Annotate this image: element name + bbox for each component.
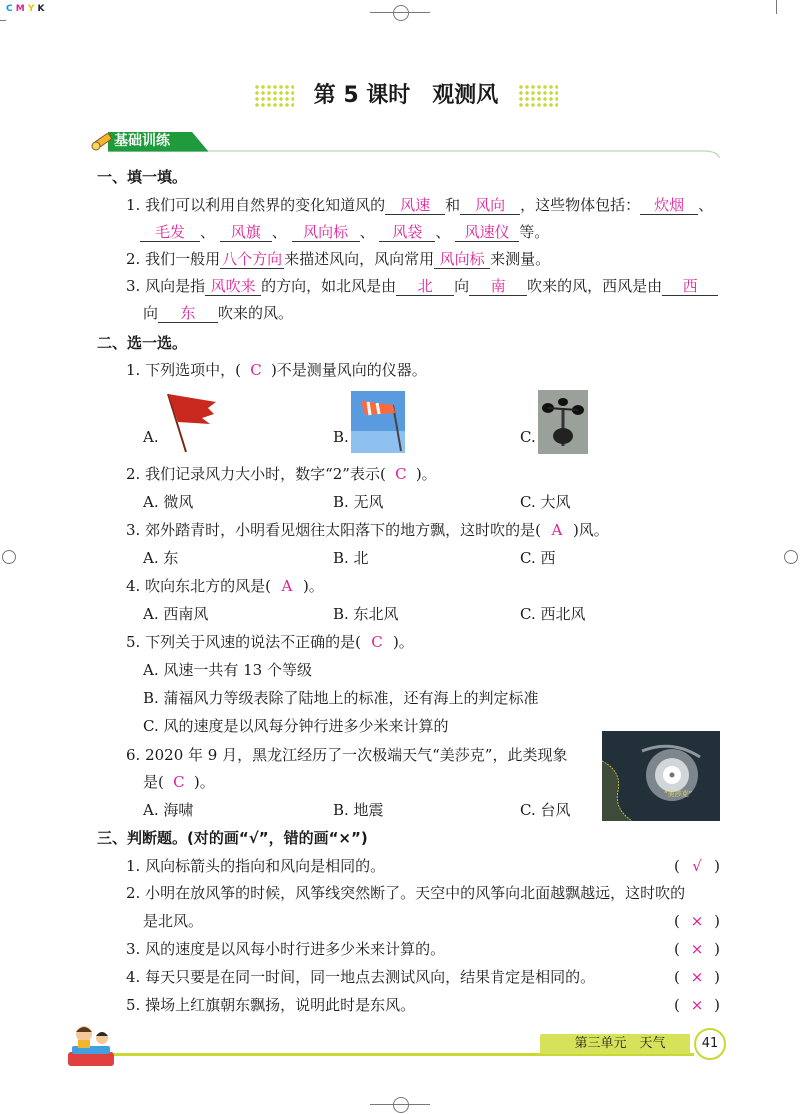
choice-answer: C [250, 361, 262, 379]
q2-6-option-a: A. 海啸 [143, 801, 194, 819]
q1-3-text: 向 [143, 304, 159, 322]
q2-5-option-b: B. 蒲福风力等级表除了陆地上的标准，还有海上的判定标准 [143, 689, 539, 707]
paren-left: ( [674, 996, 680, 1014]
typhoon-label: “美莎克” [664, 790, 693, 798]
q2-3-option-c: C. 西 [520, 549, 556, 567]
cmyk-marker [6, 4, 45, 14]
paren-left: ( [674, 857, 680, 875]
q1-2-text: 来测量。 [490, 250, 551, 268]
q2-2 [126, 464, 437, 484]
answer-blank: 西 [662, 277, 718, 296]
q2-4-text: )。 [302, 577, 324, 595]
corner-mark-tr [776, 0, 777, 14]
q2-1-text: )不是测量风向的仪器。 [270, 361, 427, 379]
answer-blank: 毛发 [140, 223, 200, 242]
q2-6-text: )。 [193, 773, 215, 791]
judge-3-text: 3. 风的速度是以风每小时行进多少米来计算的。 [126, 940, 446, 958]
q1-3-line1 [126, 276, 718, 296]
paren-left: ( [674, 940, 680, 958]
crosshair-right-icon [784, 550, 798, 564]
answer-blank: 东 [158, 304, 218, 323]
pencil-icon [88, 128, 116, 156]
q1-1-text: 、 [698, 196, 714, 214]
q2-1-text: 1. 下列选项中，( [126, 361, 241, 379]
q2-3 [126, 520, 609, 540]
cmyk-m: M [15, 4, 25, 14]
anemometer-image [538, 390, 588, 454]
q1-3-text: 吹来的风。 [218, 304, 294, 322]
separator: 、 [359, 223, 375, 241]
q2-5-option-c: C. 风的速度是以风每分钟行进多少米来计算的 [143, 717, 449, 735]
answer-blank: 八个方向 [222, 250, 283, 268]
q1-1-text: 和 [445, 196, 461, 214]
judge-mark: × [690, 940, 704, 958]
q2-1-option-a-label: A. [143, 428, 159, 446]
q2-5-option-a: A. 风速一共有 13 个等级 [143, 661, 312, 679]
judge-mark: × [690, 968, 704, 986]
section-banner-label: 基础训练 [114, 133, 170, 149]
q1-1-text: 等。 [519, 223, 550, 241]
red-flag-image [162, 392, 218, 454]
q2-4-option-b: B. 东北风 [333, 605, 399, 623]
judge-1-mark [674, 856, 720, 876]
section-3-heading: 三、判断题。(对的画“√”，错的画“×”) [97, 829, 368, 847]
q2-1-option-c-label: C. [520, 428, 536, 446]
q2-6-option-c: C. 台风 [520, 801, 571, 819]
answer-blank: 风袋 [379, 223, 435, 242]
typhoon-graphic [602, 731, 720, 821]
judge-mark: × [690, 996, 704, 1014]
judge-5-mark [674, 995, 720, 1015]
answer-blank: 风向 [460, 196, 520, 215]
answer-blank: 风速 [385, 196, 445, 215]
judge-2-text-cont: 是北风。 [143, 912, 204, 930]
q2-4 [126, 576, 324, 596]
corner-mark-tl [0, 20, 6, 21]
judge-mark: √ [692, 857, 702, 875]
title-dots-left [254, 84, 294, 108]
paren-left: ( [674, 968, 680, 986]
q2-5-text: )。 [392, 633, 414, 651]
choice-answer: C [173, 773, 185, 791]
q2-5-text: 5. 下列关于风速的说法不正确的是( [126, 633, 361, 651]
q1-3-text: 的方向，如北风是由 [261, 277, 397, 295]
q1-1-text: 1. 我们可以利用自然界的变化知道风的 [126, 196, 386, 214]
judge-3-mark [674, 939, 720, 959]
q2-2-option-c: C. 大风 [520, 493, 571, 511]
q1-3-text: 3. 风向是指 [126, 277, 206, 295]
q1-3-line2 [143, 303, 293, 323]
separator: 、 [435, 223, 451, 241]
q2-5 [126, 632, 414, 652]
answer-blank: 风速仪 [455, 223, 519, 242]
section-banner [84, 128, 724, 158]
crosshair-top-icon [393, 5, 409, 21]
windsock-image [351, 391, 405, 453]
typhoon-satellite-image [602, 731, 720, 821]
paren-right: ) [714, 996, 720, 1014]
q2-4-text: 4. 吹向东北方的风是( [126, 577, 271, 595]
judge-mark: × [690, 912, 704, 930]
paren-right: ) [714, 940, 720, 958]
q2-3-text: 3. 郊外踏青时，小明看见烟往太阳落下的地方飘，这时吹的是( [126, 521, 541, 539]
choice-answer: A [551, 521, 563, 539]
judge-1-text: 1. 风向标箭头的指向和风向是相同的。 [126, 857, 386, 875]
choice-answer: C [371, 633, 383, 651]
q2-4-option-a: A. 西南风 [143, 605, 209, 623]
q2-4-option-c: C. 西北风 [520, 605, 586, 623]
kids-reading-illustration [64, 1018, 118, 1070]
q1-3-text: 向 [454, 277, 470, 295]
q2-1 [126, 360, 427, 380]
answer-blank: 炊烟 [640, 196, 698, 215]
paren-left: ( [674, 912, 680, 930]
judge-2-mark [674, 911, 720, 931]
answer-blank: 风向标 [292, 223, 360, 242]
q1-2 [126, 249, 550, 269]
q1-2-text: 2. 我们一般用 [126, 250, 221, 268]
cmyk-c: C [6, 4, 13, 14]
crosshair-left-icon [2, 550, 16, 564]
paren-right: ) [714, 912, 720, 930]
answer-blank: 风旗 [220, 223, 272, 242]
separator: 、 [200, 223, 216, 241]
page-number: 41 [694, 1028, 726, 1060]
judge-4-mark [674, 967, 720, 987]
answer-blank: 北 [396, 277, 454, 296]
q2-6-text: 是( [143, 773, 164, 791]
section-1-heading: 一、填一填。 [97, 168, 188, 186]
q1-1-text: ，这些物体包括： [520, 196, 641, 214]
crosshair-bottom-icon [393, 1097, 409, 1113]
q2-2-text: )。 [415, 465, 437, 483]
title-dots-right [518, 84, 558, 108]
q2-3-option-a: A. 东 [143, 549, 179, 567]
cmyk-y: Y [27, 4, 35, 14]
choice-answer: C [395, 465, 407, 483]
q1-3-text: 吹来的风，西风是由 [527, 277, 663, 295]
footer-unit-label: 第三单元 天气 [574, 1036, 666, 1051]
q2-2-text: 2. 我们记录风力大小时，数字“2”表示( [126, 465, 386, 483]
paren-right: ) [714, 857, 720, 875]
choice-answer: A [281, 577, 293, 595]
answer-blank: 南 [469, 277, 527, 296]
q2-6-line1: 6. 2020 年 9 月，黑龙江经历了一次极端天气“美莎克”，此类现象 [126, 746, 568, 764]
q1-1-line1 [126, 195, 713, 215]
cmyk-k: K [37, 4, 45, 14]
section-2-heading: 二、选一选。 [97, 334, 188, 352]
answer-blank: 风吹来 [205, 277, 261, 296]
separator: 、 [271, 223, 287, 241]
answer-blank: 风向标 [434, 250, 490, 269]
q1-2-text: 来描述风向，风向常用 [284, 250, 435, 268]
q2-6-option-b: B. 地震 [333, 801, 384, 819]
q2-6-line2 [143, 772, 215, 792]
judge-4-text: 4. 每天只要是在同一时间，同一地点去测试风向，结果肯定是相同的。 [126, 968, 596, 986]
q2-2-option-b: B. 无风 [333, 493, 384, 511]
q2-3-option-b: B. 北 [333, 549, 369, 567]
judge-5-text: 5. 操场上红旗朝东飘扬，说明此时是东风。 [126, 996, 416, 1014]
q2-1-option-b-label: B. [333, 428, 349, 446]
paren-right: ) [714, 968, 720, 986]
judge-2-text: 2. 小明在放风筝的时候，风筝线突然断了。天空中的风筝向北面越飘越远，这时吹的 [126, 884, 686, 902]
q1-1-line2 [140, 222, 549, 242]
q2-2-option-a: A. 微风 [143, 493, 194, 511]
q2-3-text: )风。 [572, 521, 609, 539]
page-title: 第 5 课时 观测风 [313, 83, 499, 108]
